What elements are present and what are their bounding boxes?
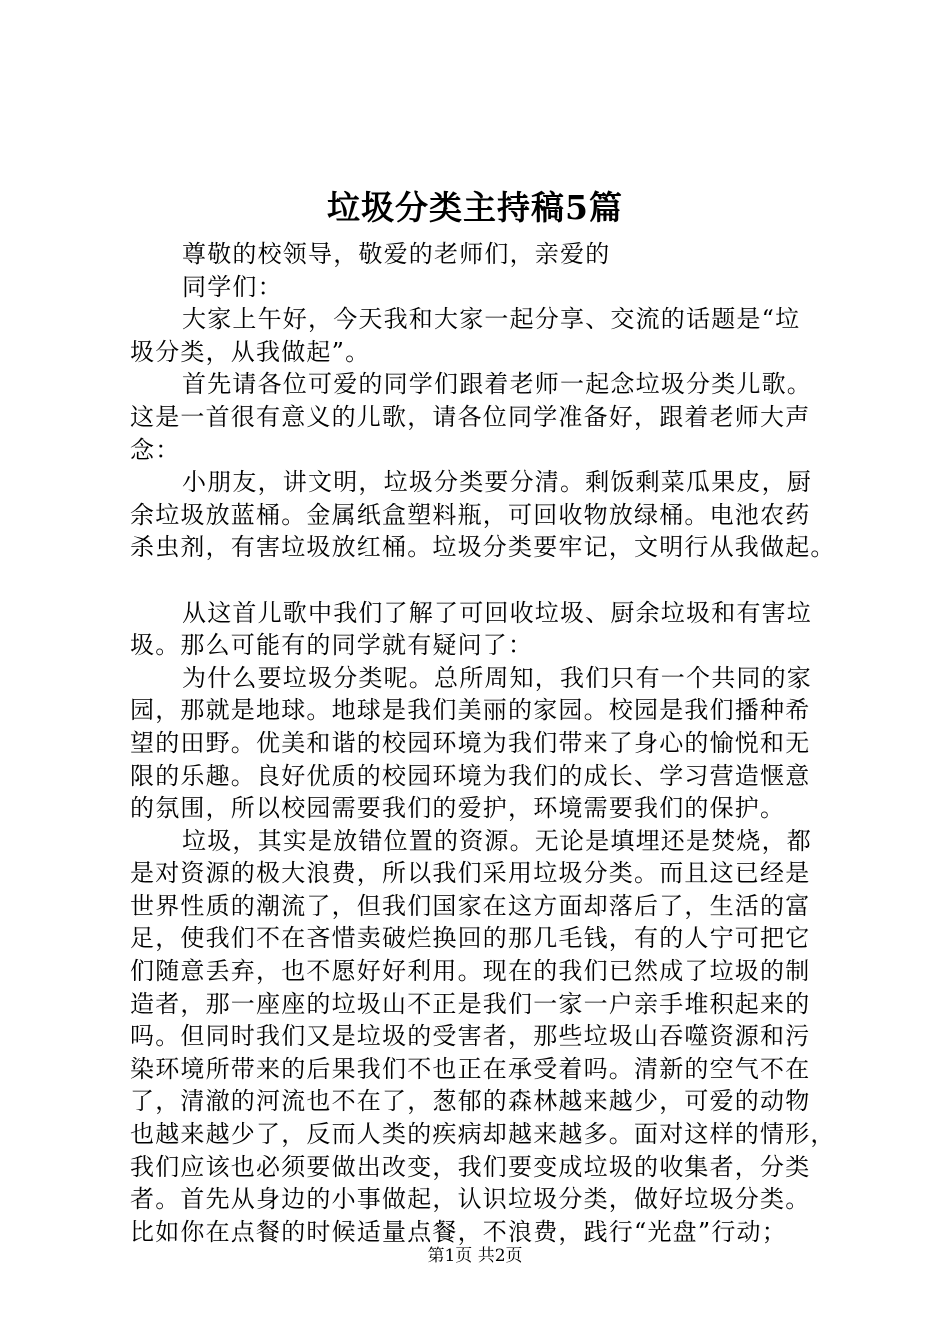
- body-line: 垃圾，其实是放错位置的资源。无论是填埋还是焚烧，都: [182, 826, 812, 855]
- body-line: 限的乐趣。良好优质的校园环境为我们的成长、学习营造惬意: [130, 761, 811, 790]
- body-line: 园，那就是地球。地球是我们美丽的家园。校园是我们播种希: [130, 696, 811, 725]
- body-line: 圾分类，从我做起”。: [130, 337, 371, 366]
- page-footer: 第1页 共2页: [427, 1246, 523, 1266]
- body-line: 比如你在点餐的时候适量点餐，不浪费，践行“光盘”行动；: [130, 1217, 787, 1246]
- body-line: 尊敬的校领导，敬爱的老师们，亲爱的: [182, 240, 611, 268]
- body-line: 望的田野。优美和谐的校园环境为我们带来了身心的愉悦和无: [130, 728, 811, 757]
- body-line: 世界性质的潮流了，但我们国家在这方面却落后了，生活的富: [130, 891, 811, 920]
- body-line: 为什么要垃圾分类呢。总所周知，我们只有一个共同的家: [182, 663, 812, 692]
- body-line: 造者，那一座座的垃圾山不正是我们一家一户亲手堆积起来的: [130, 989, 811, 1018]
- body-line: 染环境所带来的后果我们不也正在承受着吗。清新的空气不在: [130, 1054, 811, 1083]
- body-line: 从这首儿歌中我们了解了可回收垃圾、厨余垃圾和有害垃: [182, 598, 812, 627]
- body-line: 了，清澈的河流也不在了，葱郁的森林越来越少，可爱的动物: [130, 1087, 811, 1116]
- body-line: 也越来越少了，反而人类的疾病却越来越多。面对这样的情形，: [130, 1120, 836, 1149]
- blank-line: [130, 564, 830, 597]
- body-line: 者。首先从身边的小事做起，认识垃圾分类，做好垃圾分类。: [130, 1185, 811, 1214]
- body-line: 吗。但同时我们又是垃圾的受害者，那些垃圾山吞噬资源和污: [130, 1022, 811, 1051]
- body-line: 圾。那么可能有的同学就有疑问了：: [130, 631, 534, 660]
- body-line: 念：: [130, 435, 181, 464]
- body-line: 这是一首很有意义的儿歌，请各位同学准备好，跟着老师大声: [130, 402, 811, 431]
- document-title: 垃圾分类主持稿5篇: [327, 188, 623, 227]
- body-line: 是对资源的极大浪费，所以我们采用垃圾分类。而且这已经是: [130, 859, 811, 888]
- body-line: 大家上午好，今天我和大家一起分享、交流的话题是“垃: [182, 305, 801, 334]
- body-line: 足，使我们不在吝惜卖破烂换回的那几毛钱，有的人宁可把它: [130, 924, 811, 953]
- body-line: 同学们：: [182, 272, 283, 301]
- body-line: 小朋友，讲文明，垃圾分类要分清。剩饭剩菜瓜果皮，厨: [182, 468, 812, 497]
- document-body: [130, 238, 836, 1248]
- body-line: 的氛围，所以校园需要我们的爱护，环境需要我们的保护。: [130, 794, 786, 823]
- body-line: 首先请各位可爱的同学们跟着老师一起念垃圾分类儿歌。: [182, 370, 812, 399]
- body-line: 我们应该也必须要做出改变，我们要变成垃圾的收集者，分类: [130, 1152, 811, 1181]
- body-line: 余垃圾放蓝桶。金属纸盒塑料瓶，可回收物放绿桶。电池农药: [130, 500, 811, 529]
- body-line: 杀虫剂，有害垃圾放红桶。垃圾分类要牢记，文明行从我做起。: [130, 533, 836, 562]
- body-line: 们随意丢弃，也不愿好好利用。现在的我们已然成了垃圾的制: [130, 957, 811, 986]
